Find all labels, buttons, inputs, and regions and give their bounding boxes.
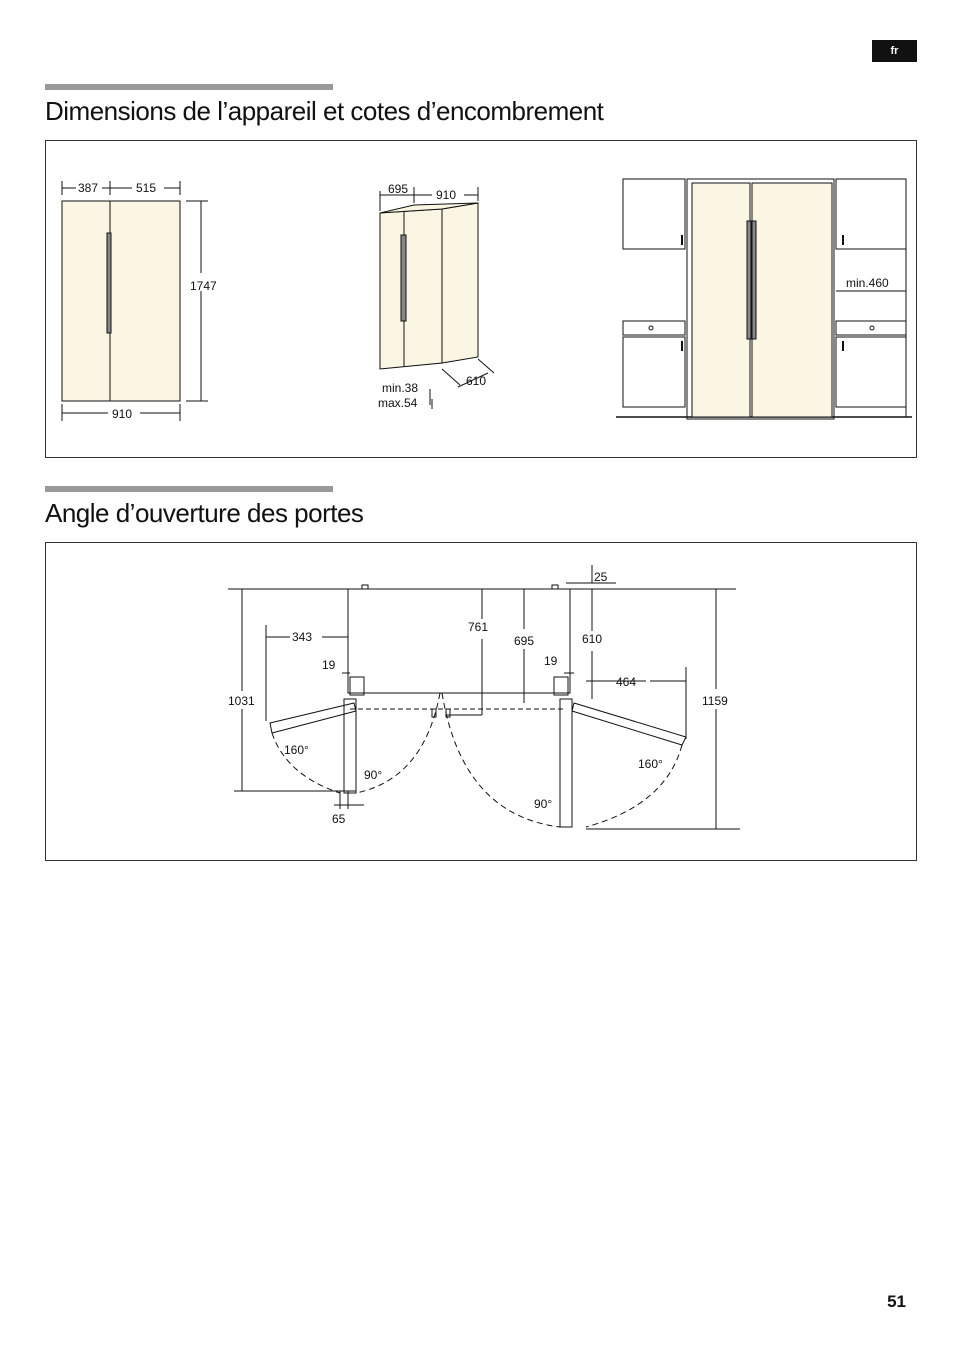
dim-25: 25 xyxy=(594,570,608,584)
dim-343: 343 xyxy=(292,630,313,644)
dim-min38: min.38 xyxy=(382,381,419,395)
installation-view xyxy=(616,179,912,419)
angle-160-right: 160° xyxy=(638,757,663,771)
dim-19-left: 19 xyxy=(322,658,336,672)
section-rule-dimensions xyxy=(45,84,333,90)
page-number: 51 xyxy=(887,1292,906,1311)
door-angle-figure-frame xyxy=(45,542,917,861)
dim-464: 464 xyxy=(616,675,637,689)
dimensions-diagram xyxy=(46,141,918,459)
dim-387: 387 xyxy=(78,181,99,195)
dim-1031: 1031 xyxy=(228,694,255,708)
dim-1747: 1747 xyxy=(190,279,217,293)
angle-90-right: 90° xyxy=(534,797,553,811)
dim-min460: min.460 xyxy=(846,276,889,290)
section-title-door-angle: Angle d’ouverture des portes xyxy=(45,498,364,528)
dim-max54: max.54 xyxy=(378,396,418,410)
dim-610: 610 xyxy=(582,632,603,646)
dim-610-iso: 610 xyxy=(466,374,487,388)
dimensions-figure-frame xyxy=(45,140,917,458)
angle-90-left: 90° xyxy=(364,768,383,782)
door-angle-diagram xyxy=(46,543,918,862)
section-rule-door-angle xyxy=(45,486,333,492)
dim-515: 515 xyxy=(136,181,157,195)
dim-19-right: 19 xyxy=(544,654,558,668)
front-view xyxy=(62,181,208,421)
dim-910-iso: 910 xyxy=(436,188,457,202)
section-title-dimensions: Dimensions de l’appareil et cotes d’encombrement xyxy=(45,96,604,126)
language-badge: fr xyxy=(872,40,917,62)
dim-910-front: 910 xyxy=(112,407,133,421)
dim-761: 761 xyxy=(468,620,489,634)
dim-65: 65 xyxy=(332,812,346,826)
dim-695-iso: 695 xyxy=(388,182,409,196)
angle-160-left: 160° xyxy=(284,743,309,757)
dim-695: 695 xyxy=(514,634,535,648)
dim-1159: 1159 xyxy=(702,694,728,708)
